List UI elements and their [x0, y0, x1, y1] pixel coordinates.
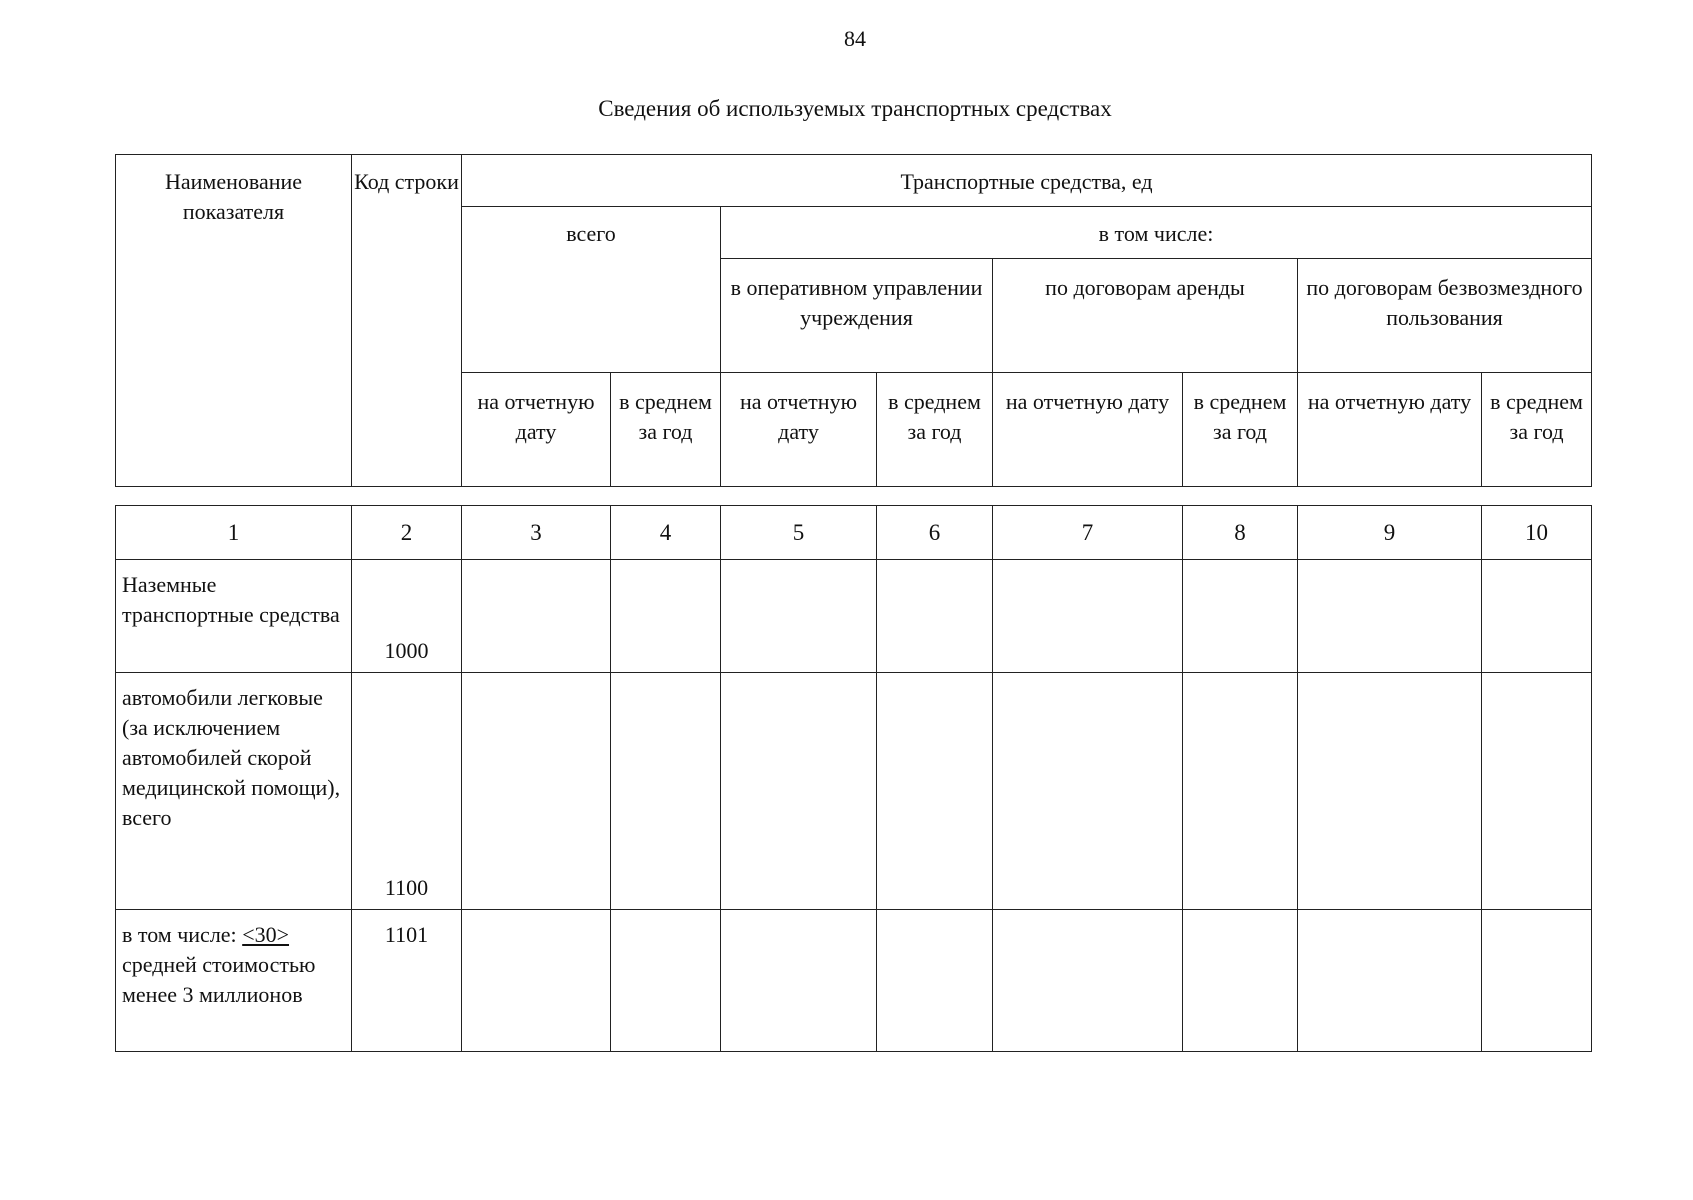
header-indicator-name: Наименование показателя — [116, 155, 352, 487]
row-name-prefix: в том числе: — [122, 922, 243, 947]
header-free-avg-year: в среднем за год — [1482, 373, 1592, 487]
data-cell[interactable] — [1482, 673, 1592, 910]
row-name: автомобили легковые (за исключением автомобилей скорой медицинской помощи), всего — [116, 673, 352, 910]
data-cell[interactable] — [877, 673, 993, 910]
header-ops-report-date: на отчетную дату — [721, 373, 877, 487]
data-cell[interactable] — [611, 673, 721, 910]
table-body — [115, 505, 1592, 1052]
header-lease: по договорам аренды — [993, 259, 1298, 373]
header-lease-avg-year: в среднем за год — [1183, 373, 1298, 487]
data-cell[interactable] — [877, 560, 993, 673]
data-cell[interactable] — [611, 910, 721, 1052]
data-cell[interactable] — [721, 673, 877, 910]
table-header — [115, 154, 1592, 487]
data-cell[interactable] — [1298, 910, 1482, 1052]
column-number: 8 — [1183, 506, 1298, 560]
header-line-code: Код строки — [352, 155, 462, 487]
header-including: в том числе: — [721, 207, 1592, 259]
row-code: 1100 — [352, 673, 462, 910]
header-total-avg-year: в среднем за год — [611, 373, 721, 487]
row-name — [116, 910, 352, 1052]
data-cell[interactable] — [1482, 910, 1592, 1052]
data-cell[interactable] — [1298, 560, 1482, 673]
header-vehicles-units: Транспортные средства, ед — [462, 155, 1592, 207]
header-total: всего — [462, 207, 721, 373]
header-free-use: по договорам безвозмездного пользования — [1298, 259, 1592, 373]
row-code: 1000 — [352, 560, 462, 673]
data-cell[interactable] — [462, 560, 611, 673]
column-number: 7 — [993, 506, 1183, 560]
data-cell[interactable] — [993, 560, 1183, 673]
data-cell[interactable] — [1482, 560, 1592, 673]
column-number: 10 — [1482, 506, 1592, 560]
document-title: Сведения об используемых транспортных средствах — [598, 96, 1112, 121]
header-operational-management: в оперативном управлении учреждения — [721, 259, 993, 373]
table-row — [116, 910, 1592, 1052]
column-number: 3 — [462, 506, 611, 560]
column-number: 1 — [116, 506, 352, 560]
column-number: 6 — [877, 506, 993, 560]
column-number: 4 — [611, 506, 721, 560]
row-name: Наземные транспортные средства — [116, 560, 352, 673]
data-cell[interactable] — [721, 910, 877, 1052]
data-cell[interactable] — [993, 910, 1183, 1052]
header-lease-report-date: на отчетную дату — [993, 373, 1183, 487]
data-cell[interactable] — [1183, 910, 1298, 1052]
data-cell[interactable] — [877, 910, 993, 1052]
header-free-report-date: на отчетную дату — [1298, 373, 1482, 487]
column-number: 5 — [721, 506, 877, 560]
data-cell[interactable] — [721, 560, 877, 673]
column-number: 9 — [1298, 506, 1482, 560]
page-number: 84 — [844, 26, 866, 51]
data-cell[interactable] — [462, 910, 611, 1052]
data-cell[interactable] — [1183, 673, 1298, 910]
row-code: 1101 — [352, 910, 462, 1052]
footnote-link[interactable]: <30> — [242, 922, 290, 947]
data-cell[interactable] — [462, 673, 611, 910]
column-number: 2 — [352, 506, 462, 560]
table-row — [116, 560, 1592, 673]
data-cell[interactable] — [1298, 673, 1482, 910]
data-cell[interactable] — [1183, 560, 1298, 673]
data-cell[interactable] — [611, 560, 721, 673]
table-row — [116, 673, 1592, 910]
header-total-report-date: на отчетную дату — [462, 373, 611, 487]
column-number-row — [116, 506, 1592, 560]
header-ops-avg-year: в среднем за год — [877, 373, 993, 487]
row-name-suffix: средней стоимостью менее 3 миллионов — [122, 952, 316, 1007]
data-cell[interactable] — [993, 673, 1183, 910]
